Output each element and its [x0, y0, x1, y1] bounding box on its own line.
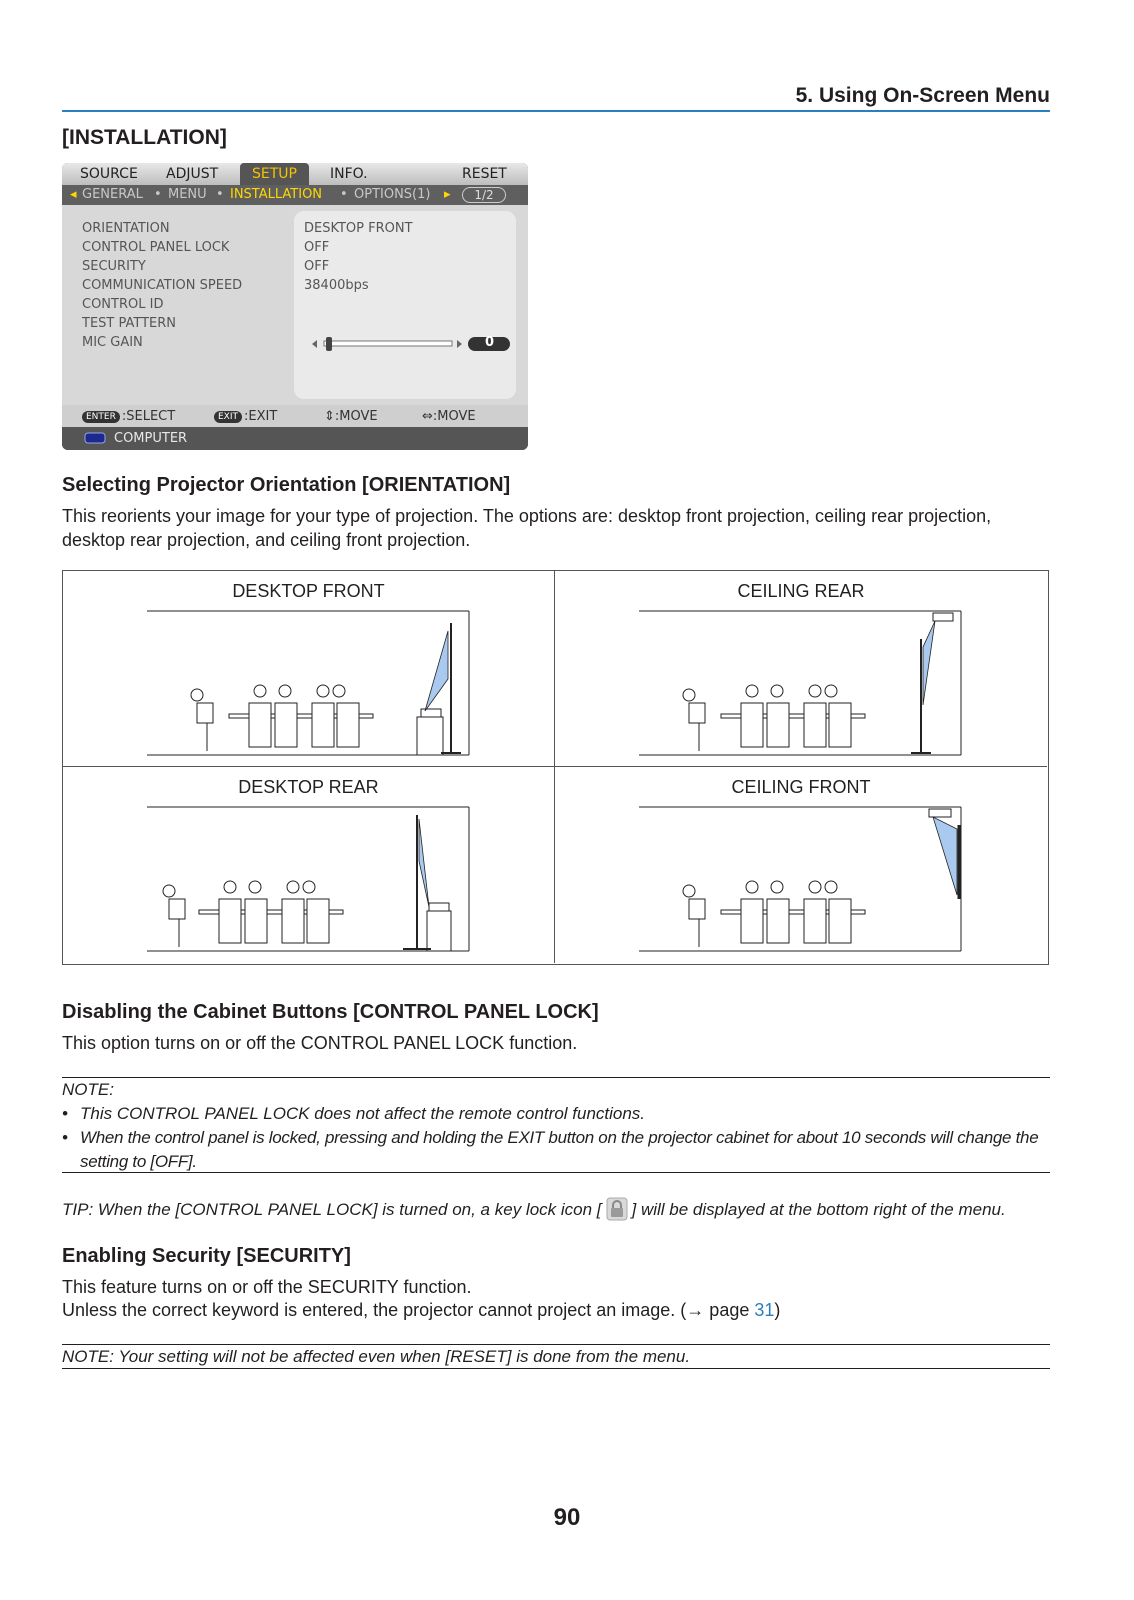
osd-footer-move-vertical [324, 409, 378, 424]
orientation-cell-ceiling-front [555, 767, 1047, 963]
exit-key-icon: EXIT [214, 411, 242, 423]
security-line2 [62, 1298, 1052, 1322]
osd-row-label[interactable]: TEST PATTERN [82, 316, 176, 331]
arrow-left-icon: ◂ [70, 187, 77, 202]
osd-footer-move2-label: :MOVE [432, 409, 476, 424]
osd-row-label[interactable]: SECURITY [82, 259, 146, 274]
osd-footer [62, 405, 528, 427]
osd-subtab-options[interactable]: OPTIONS(1) [354, 187, 431, 202]
ceiling-rear-illustration [639, 609, 965, 759]
up-down-arrow-icon: ⇕ [324, 409, 335, 424]
cpl-heading: Disabling the Cabinet Buttons [CONTROL PANEL LOCK] [62, 1001, 599, 1023]
osd-footer-exit [214, 409, 277, 424]
osd-row-label[interactable]: MIC GAIN [82, 335, 143, 350]
dot-icon: • [154, 187, 162, 202]
arrow-right-icon: ▸ [444, 187, 451, 202]
osd-footer-exit-label: :EXIT [244, 409, 278, 424]
cpl-note-item [62, 1126, 1052, 1174]
osd-tab-setup[interactable]: SETUP [240, 163, 309, 185]
osd-tab-source[interactable]: SOURCE [80, 166, 138, 182]
osd-footer-move1-label: :MOVE [334, 409, 378, 424]
cpl-note-text: When the control panel is locked, pressing and holding the EXIT button on the projector cabinet for about 10 seconds will change the setting to [OFF]. [80, 1128, 1039, 1171]
dot-icon: • [340, 187, 348, 202]
mic-gain-value: 0 [485, 335, 495, 350]
osd-row-value: OFF [304, 259, 330, 274]
header-rule [62, 110, 1050, 112]
osd-subtab-bar [62, 185, 528, 205]
bullet-icon: • [62, 1104, 68, 1123]
orientation-label: DESKTOP REAR [238, 777, 379, 797]
key-lock-icon [606, 1197, 628, 1221]
orientation-description: This reorients your image for your type of projection. The options are: desktop front projection, ceiling rear projection, desktop rear projection, and ceiling front projection. [62, 506, 992, 550]
security-line2-close: ) [774, 1300, 781, 1320]
osd-row-label[interactable]: ORIENTATION [82, 221, 170, 236]
osd-menu [62, 163, 528, 450]
cpl-tip-text-post: ] will be displayed at the bottom right of the menu. [631, 1200, 1006, 1219]
computer-input-icon [84, 432, 106, 444]
note-rule-bottom [62, 1172, 1050, 1173]
enter-key-icon: ENTER [82, 411, 120, 423]
osd-body [62, 205, 528, 405]
cpl-tip [62, 1197, 1052, 1222]
osd-row-label[interactable]: CONTROL ID [82, 297, 164, 312]
security-note-rule-bottom [62, 1368, 1050, 1369]
osd-source-label: COMPUTER [114, 431, 188, 446]
ceiling-front-illustration [639, 805, 965, 955]
osd-tab-bar [62, 163, 528, 185]
osd-footer-move-horizontal [422, 409, 476, 424]
desktop-front-illustration [147, 609, 473, 759]
orientation-cell-desktop-rear [63, 767, 555, 963]
cpl-note-label: NOTE: [62, 1080, 114, 1099]
osd-subtab-installation[interactable]: INSTALLATION [230, 187, 323, 202]
security-line1: This feature turns on or off the SECURITY function. [62, 1277, 472, 1297]
osd-tab-adjust[interactable]: ADJUST [166, 166, 219, 182]
orientation-heading: Selecting Projector Orientation [ORIENTATION] [62, 474, 511, 496]
osd-row-value: OFF [304, 240, 330, 255]
cpl-note-text: This CONTROL PANEL LOCK does not affect the remote control functions. [80, 1104, 646, 1123]
osd-footer-select-label: :SELECT [121, 409, 176, 424]
osd-subtab-menu[interactable]: MENU [168, 187, 207, 202]
left-right-arrow-icon: ⇔ [422, 409, 433, 424]
security-line2-text: Unless the correct keyword is entered, the projector cannot project an image. (→ page [62, 1300, 755, 1320]
dot-icon: • [216, 187, 224, 202]
osd-row-label[interactable]: COMMUNICATION SPEED [82, 278, 243, 293]
cpl-tip-text-pre: TIP: When the [CONTROL PANEL LOCK] is turned on, a key lock icon [ [62, 1200, 602, 1219]
osd-page-indicator: 1/2 [462, 187, 506, 203]
orientation-grid [62, 570, 1049, 965]
orientation-label: DESKTOP FRONT [232, 581, 385, 601]
chapter-title: 5. Using On-Screen Menu [795, 84, 1050, 107]
desktop-rear-illustration [147, 805, 473, 955]
orientation-label: CEILING REAR [737, 581, 865, 601]
cpl-note-item [62, 1102, 1052, 1126]
section-title: [INSTALLATION] [62, 126, 227, 149]
osd-tab-info[interactable]: INFO. [330, 166, 368, 182]
osd-footer-select [82, 409, 175, 424]
page-number: 90 [553, 1504, 581, 1531]
osd-row-value: DESKTOP FRONT [304, 221, 413, 236]
osd-row-value: 38400bps [304, 278, 369, 293]
osd-row-label[interactable]: CONTROL PANEL LOCK [82, 240, 230, 255]
orientation-cell-desktop-front [63, 571, 555, 767]
page-link[interactable]: 31 [754, 1300, 775, 1320]
cpl-description: This option turns on or off the CONTROL PANEL LOCK function. [62, 1033, 578, 1053]
bullet-icon: • [62, 1128, 68, 1147]
security-note: NOTE: Your setting will not be affected even when [RESET] is done from the menu. [62, 1347, 691, 1366]
osd-tab-reset[interactable]: RESET [462, 166, 507, 182]
osd-source-bar [62, 427, 528, 450]
orientation-cell-ceiling-rear [555, 571, 1047, 767]
osd-subtab-general[interactable]: GENERAL [82, 187, 143, 202]
security-heading: Enabling Security [SECURITY] [62, 1245, 351, 1267]
orientation-label: CEILING FRONT [731, 777, 871, 797]
